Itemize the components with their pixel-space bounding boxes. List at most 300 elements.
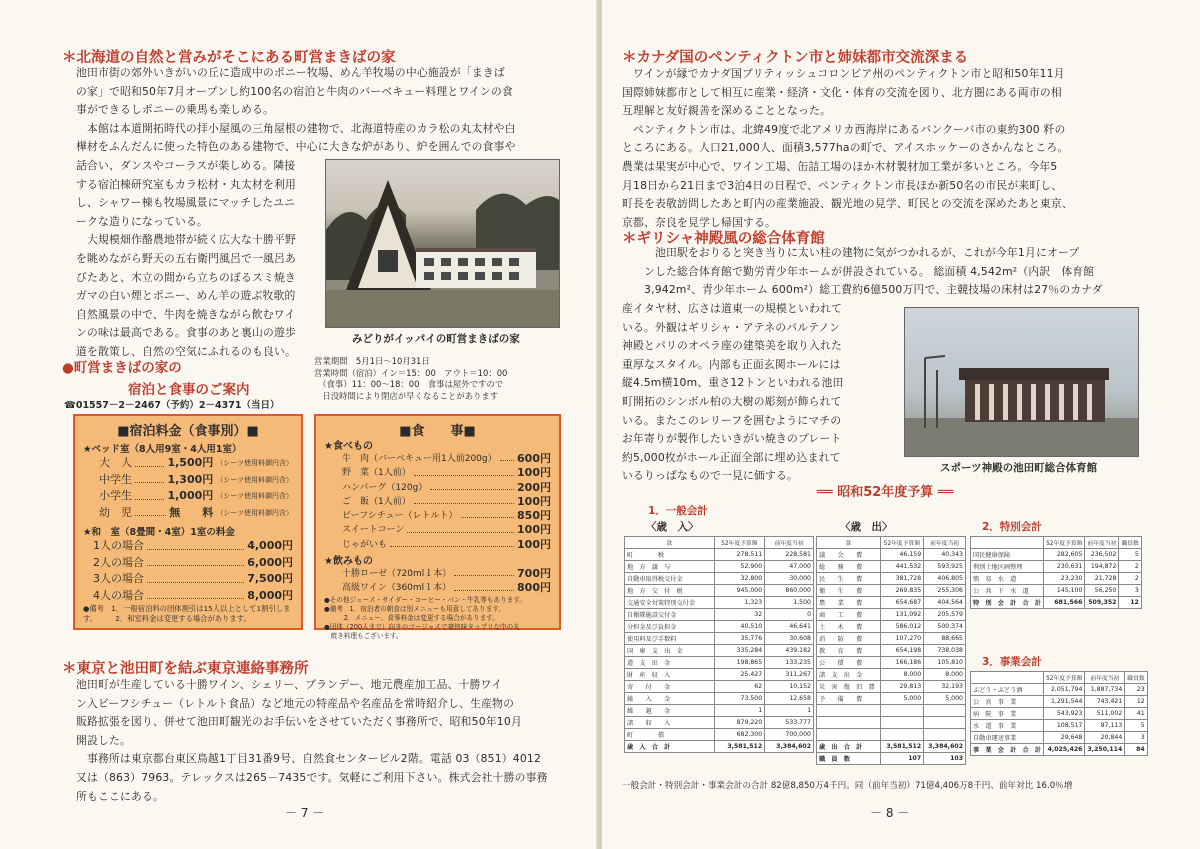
table-cell: 32 bbox=[714, 609, 765, 621]
meal-note-line: 焼き料理もございます。 bbox=[324, 631, 403, 640]
hours-line: 営業期間 5月1日～10月31日 bbox=[314, 356, 430, 366]
table-cell: 3 bbox=[1119, 585, 1141, 597]
table-cell: 743,421 bbox=[1085, 696, 1125, 708]
penticton-text-line: 互理解と友好親善を深めることとなった。 bbox=[622, 104, 831, 118]
food-price-row-label: じゃがいも bbox=[342, 539, 388, 550]
table-cell: 46,641 bbox=[765, 621, 814, 633]
table-cell: 3,581,512 bbox=[880, 741, 923, 753]
table-cell: 84 bbox=[1125, 744, 1147, 756]
food-price-row-price: 100円 bbox=[517, 466, 551, 480]
table-cell: 公 債 費 bbox=[817, 657, 881, 669]
table-cell: 土 木 費 bbox=[817, 621, 881, 633]
info-title-1: ●町営まきばの家の bbox=[62, 360, 182, 376]
table-cell: 民 生 費 bbox=[817, 573, 881, 585]
makiba-text-line: し、シャワー棟も牧場風景にマッチしたユニ bbox=[76, 196, 296, 210]
table-cell: 自衛隊施設交付金 bbox=[625, 609, 715, 621]
table-cell: 水 道 事 業 bbox=[971, 720, 1044, 732]
gym-text-line: 3,942m²、青少年ホーム 600m²）総工費約6億500万円で、主競技場の床材は27％のカナダ bbox=[644, 283, 1103, 297]
table-cell: 441,532 bbox=[880, 561, 923, 573]
table-row bbox=[817, 609, 966, 621]
leader-dots bbox=[147, 571, 244, 583]
table-cell: 病 院 事 業 bbox=[971, 708, 1044, 720]
table-cell: 職 員 数 bbox=[817, 753, 881, 765]
table-row bbox=[625, 741, 814, 753]
table-cell bbox=[880, 717, 923, 729]
japanese-room-price-row bbox=[93, 538, 293, 555]
penticton-text-line: 京都、奈良を見学し帰国する。 bbox=[622, 215, 776, 229]
table-cell: 公 営 事 業 bbox=[971, 696, 1044, 708]
table-cell: 278,511 bbox=[714, 549, 765, 561]
makiba-text-line: ガマの白い煙とポニー、めん羊の遊ぶ牧歌的 bbox=[76, 289, 296, 303]
penticton-text-line: 月18日から21日まで3泊4日の日程で、ペンティクトン市長ほか新50名の市民が来町し、 bbox=[622, 178, 1063, 192]
table-header-cell: 款 bbox=[817, 537, 881, 549]
table-cell: 311,267 bbox=[765, 669, 814, 681]
table-header-cell: 前年度当初 bbox=[1085, 672, 1125, 684]
table-cell: 12 bbox=[1119, 597, 1141, 609]
table-row bbox=[817, 549, 966, 561]
table-row bbox=[817, 585, 966, 597]
penticton-text-line: 農業は果実が中心で、ワイン工場、缶詰工場のほか木材製材加工業が多いところ。今年5 bbox=[622, 159, 1058, 173]
table-cell: 財 産 収 入 bbox=[625, 669, 715, 681]
tokyo-text-line: 又は（863）7963。テレックスは265－7435です。気軽にご利用下さい。株式会社十勝の事務 bbox=[76, 770, 548, 784]
table-cell: 30,000 bbox=[765, 573, 814, 585]
bed-price-row bbox=[83, 472, 293, 489]
table-cell: 105,810 bbox=[924, 657, 966, 669]
table-cell: 衛 生 費 bbox=[817, 585, 881, 597]
table-cell: 56,250 bbox=[1085, 585, 1119, 597]
table-row bbox=[625, 621, 814, 633]
table-cell: 41 bbox=[1125, 708, 1147, 720]
bed-price-row-price: 無 料 bbox=[169, 505, 214, 519]
japanese-room-price-row bbox=[93, 588, 293, 605]
table-row bbox=[625, 561, 814, 573]
table-row bbox=[625, 669, 814, 681]
table-row bbox=[625, 717, 814, 729]
income-heading: 〈歳 入〉 bbox=[646, 521, 699, 533]
table-cell: 738,038 bbox=[924, 645, 966, 657]
table-row bbox=[971, 720, 1148, 732]
table-cell: 255,306 bbox=[924, 585, 966, 597]
expense-table bbox=[816, 536, 966, 765]
table-header-cell: 52年度予算額 bbox=[1044, 672, 1085, 684]
table-cell: 12,658 bbox=[765, 693, 814, 705]
table-cell: 地 方 交 付 税 bbox=[625, 585, 715, 597]
hours-line: （食事）11：00～18：00 食事は屋外ですので bbox=[314, 379, 504, 389]
table-row bbox=[817, 741, 966, 753]
table-row bbox=[971, 732, 1148, 744]
table-cell: 1,323 bbox=[714, 597, 765, 609]
gym-text-line: いる。外観はギリシャ・アテネのパルテノン bbox=[622, 320, 841, 334]
table-header-row bbox=[971, 672, 1148, 684]
table-cell: 3,581,512 bbox=[714, 741, 765, 753]
table-row bbox=[971, 585, 1142, 597]
table-row bbox=[971, 696, 1148, 708]
table-cell: 道 支 出 金 bbox=[625, 657, 715, 669]
table-row bbox=[817, 717, 966, 729]
makiba-photo-caption: みどりがイッパイの町営まきばの家 bbox=[352, 333, 520, 345]
japanese-room-price-row-price: 4,000円 bbox=[247, 539, 293, 552]
gymnasium-photo-caption: スポーツ神殿の池田町総合体育館 bbox=[940, 462, 1098, 474]
meal-note-line: ●備考 1．宿泊者の朝食は別メニューも用意してあります。 bbox=[324, 604, 505, 613]
lodging-note: ●備考 1．一般宿泊料の団体割引は15人以上として1割引します。 2．和室料金は変更する場合があります。 bbox=[83, 604, 291, 623]
table-row bbox=[817, 681, 966, 693]
makiba-text-line: 樺材をふんだんに使った特色のある建物で、中心に大きな炉があり、炉を囲んでの食事や bbox=[76, 140, 516, 154]
table-cell: 586,012 bbox=[880, 621, 923, 633]
makiba-text-line: する宿泊棟研究室もカラ松材・丸太材を利用 bbox=[76, 177, 296, 191]
makiba-text-line: ンの味は最高である。食事のあと裏山の遊歩 bbox=[76, 326, 296, 340]
gym-text-line: 重厚なスタイル。内部も正面玄関ホールには bbox=[622, 357, 841, 371]
budget-summary: 一般会計・特別会計・事業会計の合計 82億8,850万4千円。同（前年当初）71億4,406万8千円、前年対比 16.0％増 bbox=[622, 781, 1073, 791]
leader-dots bbox=[147, 555, 244, 567]
bed-price-row-label: 中学生 bbox=[99, 472, 132, 486]
table-cell: 879,220 bbox=[714, 717, 765, 729]
japanese-room-price-row bbox=[93, 555, 293, 572]
table-cell: 国 庫 支 出 金 bbox=[625, 645, 715, 657]
bed-price-row-label: 小学生 bbox=[99, 489, 132, 502]
table-row bbox=[817, 693, 966, 705]
makiba-text-line: ークな造りになっている。 bbox=[76, 214, 208, 228]
table-cell bbox=[817, 705, 881, 717]
table-cell: 4,025,426 bbox=[1044, 744, 1085, 756]
table-row bbox=[625, 609, 814, 621]
table-cell: 1,500 bbox=[765, 597, 814, 609]
bed-price-row-note: （シーツ使用料御円含） bbox=[216, 492, 293, 500]
bed-price-row-label: 大 人 bbox=[99, 456, 132, 469]
food-price-list bbox=[324, 452, 551, 552]
food-price-row-price: 600円 bbox=[517, 452, 551, 465]
makiba-text-line: 大規模畑作酪農地帯が続く広大な十勝平野 bbox=[76, 233, 296, 247]
food-heading: ★食べもの bbox=[324, 441, 373, 452]
gym-text-line: お年寄りが製作したいきがい焼きのプレート bbox=[622, 432, 842, 446]
leader-dots bbox=[414, 466, 514, 475]
bed-price-list bbox=[83, 455, 293, 521]
table-row bbox=[817, 573, 966, 585]
tokyo-text-line: 事務所は東京都台東区鳥越1丁目31番9号、自然食センタービル2階。電話 03（851）4012 bbox=[76, 752, 542, 766]
drink-price-row-price: 800円 bbox=[517, 581, 551, 595]
table-cell: 35,776 bbox=[714, 633, 765, 645]
table-cell: 8,000 bbox=[880, 669, 923, 681]
food-price-row-label: 牛 肉（バーベキュー用1人前200g） bbox=[342, 454, 497, 464]
gym-text-line: ンした総合体育館で勤労青少年ホームが併設されている。 総面積 4,542m²（内訳 体育館 bbox=[644, 264, 1095, 278]
bed-price-row-price: 1,300円 bbox=[167, 472, 214, 486]
table-row bbox=[625, 597, 814, 609]
table-cell: 3 bbox=[1125, 732, 1147, 744]
japanese-room-price-row-label: 3人の場合 bbox=[93, 572, 144, 585]
table-row bbox=[817, 705, 966, 717]
table-cell: 交通安全対策特別交付金 bbox=[625, 597, 715, 609]
table-row bbox=[971, 597, 1142, 609]
penticton-text-line: 町長を表敬訪問したあと町内の産業施設、観光地の見学、町民との交流を深めたあと東京、 bbox=[622, 197, 1073, 211]
table-cell: 511,002 bbox=[1085, 708, 1125, 720]
table-cell: 52,900 bbox=[714, 561, 765, 573]
table-row bbox=[817, 561, 966, 573]
table-cell: 533,777 bbox=[765, 717, 814, 729]
table-cell: 32,193 bbox=[924, 681, 966, 693]
table-cell: 593,925 bbox=[924, 561, 966, 573]
table-cell bbox=[924, 705, 966, 717]
table-header-cell: 52年度予算額 bbox=[1044, 537, 1085, 549]
page-number-right: － 8 － bbox=[870, 806, 910, 820]
table-header-cell: 職員数 bbox=[1119, 537, 1141, 549]
table-cell: 3,384,602 bbox=[924, 741, 966, 753]
table-row bbox=[971, 684, 1148, 696]
table-cell: 繰 入 金 bbox=[625, 693, 715, 705]
table-cell: 21,728 bbox=[1085, 573, 1119, 585]
penticton-text-line: ペンティクトン市は、北緯49度で北アメリカ西海岸にあるバンクーバ市の東約300 粁の bbox=[622, 122, 1066, 136]
table-row bbox=[625, 693, 814, 705]
table-header-cell: 52年度予算額 bbox=[880, 537, 923, 549]
table-cell: 予 備 費 bbox=[817, 693, 881, 705]
table-cell: 439,182 bbox=[765, 645, 814, 657]
table-cell: 230,631 bbox=[1044, 561, 1085, 573]
section-body-gymnasium-2 bbox=[622, 300, 900, 486]
gym-text-line: 産イタヤ材、広さは道東一の規模といわれて bbox=[622, 302, 842, 315]
table-cell: 681,566 bbox=[1044, 597, 1085, 609]
table-cell: 5,000 bbox=[880, 693, 923, 705]
budget-title: ══ 昭和52年度予算 ══ bbox=[817, 485, 954, 500]
table-cell: 236,502 bbox=[1085, 549, 1119, 561]
gymnasium-photo bbox=[904, 307, 1139, 457]
makiba-text-line: の家」で昭和50年7月オープンし約100名の宿泊と牛肉のバーベキュー料理とワインの食 bbox=[76, 84, 514, 98]
table-cell: 5 bbox=[1119, 549, 1141, 561]
drink-price-row-label: 高級ワイン（360ml１本） bbox=[342, 583, 452, 594]
meal-price-box bbox=[314, 414, 561, 640]
table-cell bbox=[924, 729, 966, 741]
table-cell: 40,343 bbox=[924, 549, 966, 561]
japanese-room-price-row bbox=[93, 571, 293, 588]
table-cell: 282,605 bbox=[1044, 549, 1085, 561]
bed-price-row-price: 1,500円 bbox=[167, 456, 214, 469]
section-body-tokyo-office bbox=[76, 676, 556, 806]
table-cell: 700,000 bbox=[765, 729, 814, 741]
food-price-row-label: スイートコーン bbox=[342, 525, 405, 536]
table-header-cell: 52年度予算額 bbox=[714, 537, 765, 549]
food-price-row bbox=[342, 523, 551, 537]
section-body-makiba-2 bbox=[76, 157, 326, 362]
makiba-text-line: 本館は本道開拓時代の拝小屋風の三角屋根の建物で、北海道特産のカラ松の丸太材や白 bbox=[76, 121, 516, 135]
table-header-cell: 職員数 bbox=[1125, 672, 1147, 684]
table-cell: 46,159 bbox=[880, 549, 923, 561]
meal-note-line: ●その他ジュース・サイダー・コーヒー・パン・牛乳等もあります。 bbox=[324, 595, 526, 604]
business-account-table bbox=[970, 671, 1148, 756]
table-cell: 寄 付 金 bbox=[625, 681, 715, 693]
table-cell: 654,198 bbox=[880, 645, 923, 657]
table-header-row bbox=[817, 537, 966, 549]
info-phone: ☎01557－2－2467（予約）2－4371（当日） bbox=[64, 400, 280, 411]
table-cell: ぶどう・ぶどう酒 bbox=[971, 684, 1044, 696]
table-row bbox=[817, 597, 966, 609]
page-number-left: － 7 － bbox=[285, 806, 325, 820]
food-price-row-label: ビーフシチュー（レトルト） bbox=[342, 511, 458, 522]
table-cell: 教 育 費 bbox=[817, 645, 881, 657]
table-cell: 簡 易 水 道 bbox=[971, 573, 1044, 585]
meal-note-line: ●団体（200人まで）向きのゴージャスで豪快味タップリな中の丸 bbox=[324, 622, 520, 631]
leader-dots bbox=[454, 581, 514, 590]
table-cell: 88,665 bbox=[924, 633, 966, 645]
table-cell: 108,517 bbox=[1044, 720, 1085, 732]
table-cell: 3,384,602 bbox=[765, 741, 814, 753]
table-cell: 災 害 復 旧 費 bbox=[817, 681, 881, 693]
gym-text-line: 縦4.5m横10m、重さ12トンといわれる池田 bbox=[622, 376, 844, 390]
table-header-cell: 前年度当初 bbox=[924, 537, 966, 549]
table-cell: 107 bbox=[880, 753, 923, 765]
table-cell: 25,427 bbox=[714, 669, 765, 681]
table-cell: 消 防 費 bbox=[817, 633, 881, 645]
hours-line: 日没時間により閉店が早くなることがあります bbox=[314, 390, 499, 401]
food-price-row bbox=[342, 452, 551, 466]
table-cell: 860,000 bbox=[765, 585, 814, 597]
food-price-row-price: 200円 bbox=[517, 480, 551, 494]
info-title-2: 宿泊と食事のご案内 bbox=[128, 382, 250, 398]
table-cell: 682,300 bbox=[714, 729, 765, 741]
table-row bbox=[817, 657, 966, 669]
table-cell: 23,230 bbox=[1044, 573, 1085, 585]
table-cell: 30,608 bbox=[765, 633, 814, 645]
table-row bbox=[817, 645, 966, 657]
table-row bbox=[625, 573, 814, 585]
bed-price-row bbox=[83, 488, 293, 505]
table-cell: 335,284 bbox=[714, 645, 765, 657]
table-cell: 166,186 bbox=[880, 657, 923, 669]
table-cell bbox=[880, 729, 923, 741]
section-body-gymnasium bbox=[644, 244, 1140, 300]
table-cell: 2 bbox=[1119, 561, 1141, 573]
info-hours bbox=[314, 356, 594, 402]
food-price-row bbox=[342, 509, 551, 523]
section-title-tokyo-office: ＊東京と池田町を結ぶ東京連絡事務所 bbox=[62, 661, 309, 677]
table-row bbox=[625, 549, 814, 561]
table-cell: 40,510 bbox=[714, 621, 765, 633]
table-row bbox=[625, 657, 814, 669]
food-price-row bbox=[342, 495, 551, 509]
leader-dots bbox=[147, 538, 244, 550]
section-body-penticton bbox=[622, 65, 1140, 232]
table-cell: 国民健康保険 bbox=[971, 549, 1044, 561]
table-cell: 商 工 費 bbox=[817, 609, 881, 621]
gymnasium-image bbox=[905, 308, 1138, 456]
gym-text-line: いる。またこのレリーフを囲むようにマチの bbox=[622, 413, 842, 427]
table-cell: 404,564 bbox=[924, 597, 966, 609]
general-account-heading: 1．一般会計 bbox=[648, 505, 708, 517]
japanese-room-price-row-price: 7,500円 bbox=[247, 572, 293, 585]
leader-dots bbox=[135, 505, 166, 517]
leader-dots bbox=[147, 588, 244, 600]
drink-price-row bbox=[342, 567, 551, 581]
bed-price-row-label: 幼 児 bbox=[99, 505, 132, 519]
table-row bbox=[625, 645, 814, 657]
bed-price-row-note: （シーツ使用料御円含） bbox=[216, 475, 293, 484]
food-price-row-label: 野 菜（1人前） bbox=[342, 468, 411, 479]
table-header-cell bbox=[971, 672, 1044, 684]
table-cell bbox=[817, 729, 881, 741]
bed-price-row bbox=[83, 505, 293, 522]
table-cell: 農 業 費 bbox=[817, 597, 881, 609]
table-cell: 500,374 bbox=[924, 621, 966, 633]
makiba-house-image bbox=[326, 160, 559, 327]
table-header-row bbox=[971, 537, 1142, 549]
table-header-cell: 前年度当初 bbox=[1085, 537, 1119, 549]
drink-heading: ★飲みもの bbox=[324, 556, 373, 568]
gym-text-line: 約5,000枚がホール正面全部に埋め込まれて bbox=[622, 450, 841, 464]
table-header-cell: 前年度当初 bbox=[765, 537, 814, 549]
table-row bbox=[817, 621, 966, 633]
leader-dots bbox=[135, 472, 164, 484]
table-row bbox=[625, 585, 814, 597]
makiba-text-line: 道を散策し、自然の空気にふれるのも良い。 bbox=[76, 344, 296, 358]
makiba-house-photo bbox=[325, 159, 560, 328]
table-cell: 歳 入 合 計 bbox=[625, 741, 715, 753]
gym-text-line: 池田駅をおりると突き当りに太い柱の建物に気がつかれるが、これが今年1月にオープ bbox=[644, 246, 1080, 259]
table-cell: 5,000 bbox=[924, 693, 966, 705]
table-cell: 29,648 bbox=[1044, 732, 1085, 744]
table-cell: 1,291,544 bbox=[1044, 696, 1085, 708]
table-header-cell bbox=[971, 537, 1044, 549]
table-cell: 87,113 bbox=[1085, 720, 1125, 732]
bed-price-row-note: （シーツ使用料御円含） bbox=[216, 508, 293, 517]
table-cell: 2,051,794 bbox=[1044, 684, 1085, 696]
table-cell: 205,579 bbox=[924, 609, 966, 621]
table-cell: 381,728 bbox=[880, 573, 923, 585]
penticton-text-line: ところにある。人口21,000人、面積3,577haの町で、アイスホッケーのさかんなところ。 bbox=[622, 141, 1069, 155]
table-cell: 543,923 bbox=[1044, 708, 1085, 720]
food-price-row-label: ハンバーグ（120g） bbox=[342, 482, 428, 493]
japanese-room-price-list bbox=[83, 538, 293, 604]
table-cell: 公 共 下 水 道 bbox=[971, 585, 1044, 597]
table-cell: 509,352 bbox=[1085, 597, 1119, 609]
table-row bbox=[817, 669, 966, 681]
makiba-text-line: 池田市街の郊外いきがいの丘に造成中のポニー牧場、めん羊牧場の中心施設が「まきば bbox=[76, 66, 505, 79]
penticton-text-line: ワインが縁でカナダ国ブリティッシュコロンビア州のペンティクトン市と昭和50年11月 bbox=[622, 67, 1065, 80]
meal-note-line: 2．メニュー、食事料金は変更する場合があります。 bbox=[324, 613, 499, 622]
table-cell bbox=[817, 717, 881, 729]
table-cell: 8,000 bbox=[924, 669, 966, 681]
table-cell: 654,687 bbox=[880, 597, 923, 609]
table-cell: 145,100 bbox=[1044, 585, 1085, 597]
drink-price-row-price: 700円 bbox=[517, 567, 551, 581]
table-cell: 町 債 bbox=[625, 729, 715, 741]
leader-dots bbox=[135, 455, 164, 467]
table-cell bbox=[880, 705, 923, 717]
table-header-row bbox=[625, 537, 814, 549]
table-cell: 47,000 bbox=[765, 561, 814, 573]
leader-dots bbox=[135, 488, 164, 500]
table-cell: 269,835 bbox=[880, 585, 923, 597]
section-title-penticton: ＊カナダ国のペンティクトン市と姉妹都市交流深まる bbox=[622, 50, 969, 66]
table-cell: 2 bbox=[1119, 573, 1141, 585]
table-cell: 1 bbox=[765, 705, 814, 717]
table-row bbox=[817, 753, 966, 765]
special-account-table bbox=[970, 536, 1142, 609]
table-cell: 事 業 会 計 合 計 bbox=[971, 744, 1044, 756]
table-row bbox=[971, 744, 1148, 756]
page-right bbox=[602, 0, 1200, 849]
table-cell: 5 bbox=[1125, 720, 1147, 732]
tokyo-text-line: 開設した。 bbox=[76, 733, 131, 747]
tokyo-text-line: 池田町が生産している十勝ワイン、シェリー、ブランデー、地元農産加工品、十勝ワイ bbox=[76, 678, 503, 691]
table-cell: 107,270 bbox=[880, 633, 923, 645]
table-cell: 町 税 bbox=[625, 549, 715, 561]
table-cell: 945,000 bbox=[714, 585, 765, 597]
table-header-cell: 款 bbox=[625, 537, 715, 549]
makiba-text-line: びたあと、木立の間から立ちのぼるスミ焼き bbox=[76, 270, 296, 284]
section-title-makiba: ＊北海道の自然と営みがそこにある町営まきばの家 bbox=[62, 50, 396, 66]
bed-price-row-price: 1,000円 bbox=[167, 489, 214, 502]
table-cell: 諸 収 入 bbox=[625, 717, 715, 729]
food-price-row-price: 100円 bbox=[517, 537, 551, 551]
table-cell: 10,152 bbox=[765, 681, 814, 693]
food-price-row-label: ご 飯（1人前） bbox=[342, 496, 411, 507]
table-row bbox=[817, 633, 966, 645]
